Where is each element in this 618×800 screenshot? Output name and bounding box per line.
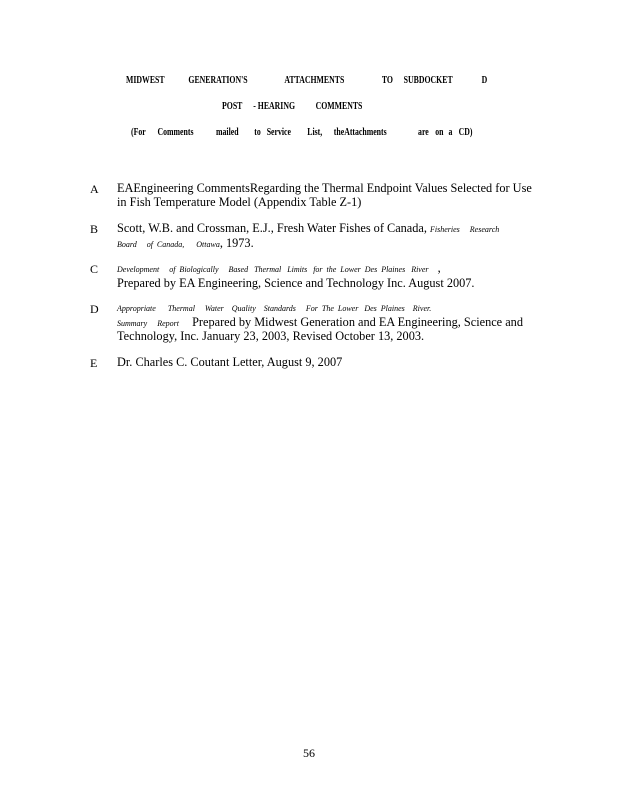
header-word: COMMENTS [315, 101, 363, 112]
header-word: TO [381, 75, 393, 86]
page-number: 56 [303, 746, 315, 760]
attachment-b-publisher: Fisheries Research [430, 225, 500, 234]
attachment-c-text [117, 262, 577, 290]
attachment-c-title: Development of Biologically Based Thermal Limits for the Lower Des Plaines River [117, 265, 429, 274]
header-line-1 [126, 75, 497, 86]
attachment-a-text [117, 182, 577, 209]
header-word: mailed [216, 127, 239, 138]
attachment-b-publisher-cont: Board of Canada, Ottawa [117, 239, 220, 249]
attachment-d-title: Appropriate Thermal Water Quality Standards For The Lower Des Plaines River. [117, 304, 432, 313]
header-line-3 [131, 127, 474, 138]
attachment-c-comma: , [437, 261, 441, 275]
header-word: a [448, 127, 453, 138]
header-line-2 [222, 101, 362, 112]
header-word: are [418, 127, 429, 138]
attachment-b-text [117, 222, 577, 251]
header-word: POST [222, 101, 243, 112]
attachment-d-title-cont: Summary Report [117, 318, 179, 328]
attachment-letter-a: A [90, 182, 99, 196]
header-word: D [481, 75, 488, 86]
attachment-d-line-2: Prepared by Midwest Generation and EA Engineering, Science and [192, 314, 523, 329]
attachment-b-year: , 1973. [219, 235, 254, 250]
header-word: (For [131, 127, 146, 138]
attachment-letter-b: B [90, 222, 99, 236]
header-word: GENERATION'S [188, 75, 248, 86]
attachment-d-text [117, 302, 577, 344]
attachment-b-citation: Scott, W.B. and Crossman, E.J., Fresh Water Fishes of Canada, [117, 221, 427, 235]
header-word: to [254, 127, 261, 138]
attachment-c-line-2: Prepared by EA Engineering, Science and Technology Inc. August 2007. [117, 275, 475, 290]
header-word: List, [307, 127, 323, 138]
attachment-letter-c: C [90, 262, 99, 276]
header-word: ATTACHMENTS [284, 75, 345, 86]
attachment-letter-e: E [90, 356, 98, 370]
attachment-a-line-2: in Fish Temperature Model (Appendix Table Z-1) [117, 194, 362, 209]
attachment-d-line-3: Technology, Inc. January 23, 2003, Revised October 13, 2003. [117, 329, 425, 343]
header-word: on [435, 127, 444, 138]
header-word: Comments [157, 127, 194, 138]
header-word: theAttachments [333, 127, 387, 138]
header-word: MIDWEST [126, 75, 165, 86]
header-word: SUBDOCKET [403, 75, 453, 86]
attachment-letter-d: D [90, 302, 99, 316]
header-word: - HEARING [253, 101, 296, 112]
header-word: CD) [458, 127, 473, 138]
attachment-e-text: Dr. Charles C. Coutant Letter, August 9, 2007 [117, 355, 343, 369]
attachment-a-line-1: EAEngineering CommentsRegarding the Thermal Endpoint Values Selected for Use [117, 181, 532, 195]
header-word: Service [266, 127, 291, 138]
